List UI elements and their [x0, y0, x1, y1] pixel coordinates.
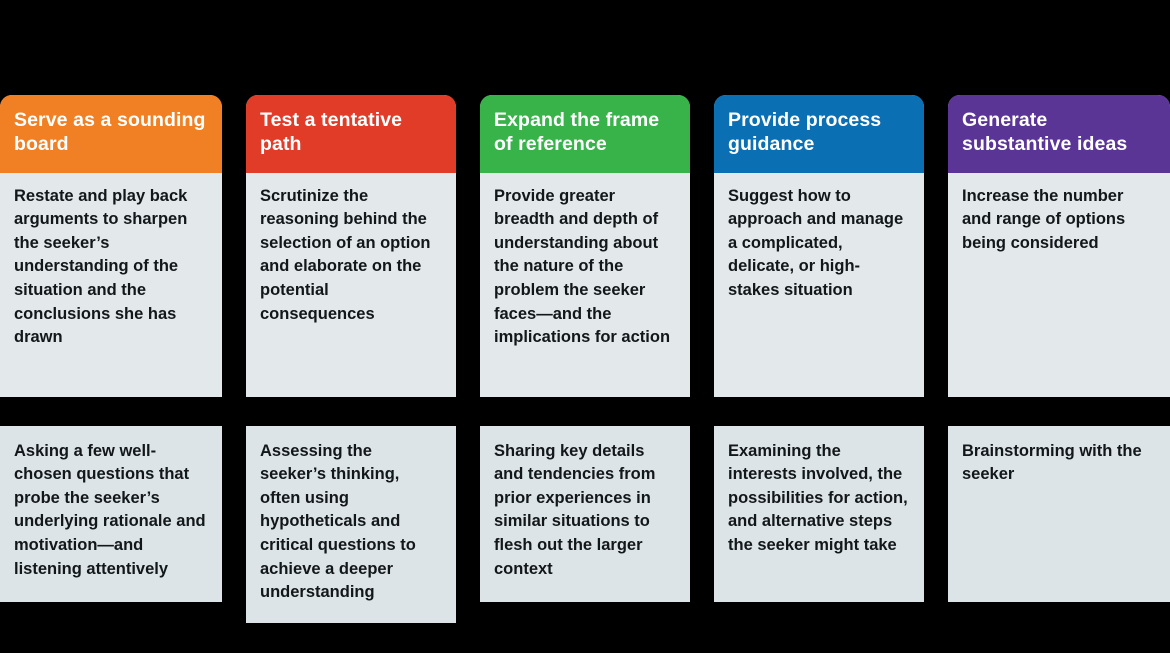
diagram-column	[702, 95, 936, 623]
card-body-1: Scrutinize the reasoning behind the selection of an option and elaborate on the potential consequences	[260, 186, 431, 323]
diagram-column	[234, 95, 468, 623]
card-example-2: Sharing key details and tendencies from prior experiences in similar situations to flesh out the larger context	[480, 426, 690, 602]
column-group	[0, 95, 1170, 623]
advice-card	[714, 95, 924, 397]
card-header-4: Generate substantive ideas	[948, 95, 1170, 173]
card-example-3: Examining the interests involved, the possibilities for action, and alternative steps the seeker might take	[714, 426, 924, 602]
card-body-0: Restate and play back arguments to sharpen the seeker’s understanding of the situation and the conclusions she has drawn	[14, 186, 188, 347]
diagram-column	[468, 95, 702, 623]
advice-card	[0, 95, 222, 397]
card-example-1: Assessing the seeker’s thinking, often using hypotheticals and critical questions to achieve a deeper understanding	[246, 426, 456, 623]
advice-card	[246, 95, 456, 397]
card-body-3: Suggest how to approach and manage a complicated, delicate, or high-stakes situation	[728, 186, 904, 299]
card-header-1: Test a tentative path	[246, 95, 456, 173]
diagram-column	[0, 95, 234, 623]
card-header-0: Serve as a sounding board	[0, 95, 222, 173]
card-example-4: Brainstorming with the seeker	[948, 426, 1170, 602]
card-header-3: Provide process guidance	[714, 95, 924, 173]
diagram-column	[936, 95, 1170, 623]
card-header-2: Expand the frame of reference	[480, 95, 690, 173]
advice-card	[948, 95, 1170, 397]
advice-card	[480, 95, 690, 397]
card-example-0: Asking a few well-chosen questions that probe the seeker’s underlying rationale and motivation—and listening attentively	[0, 426, 222, 602]
card-body-4: Increase the number and range of options being considered	[962, 186, 1126, 252]
card-body-2: Provide greater breadth and depth of understanding about the nature of the problem the seeker faces—and the implications for action	[494, 186, 671, 347]
